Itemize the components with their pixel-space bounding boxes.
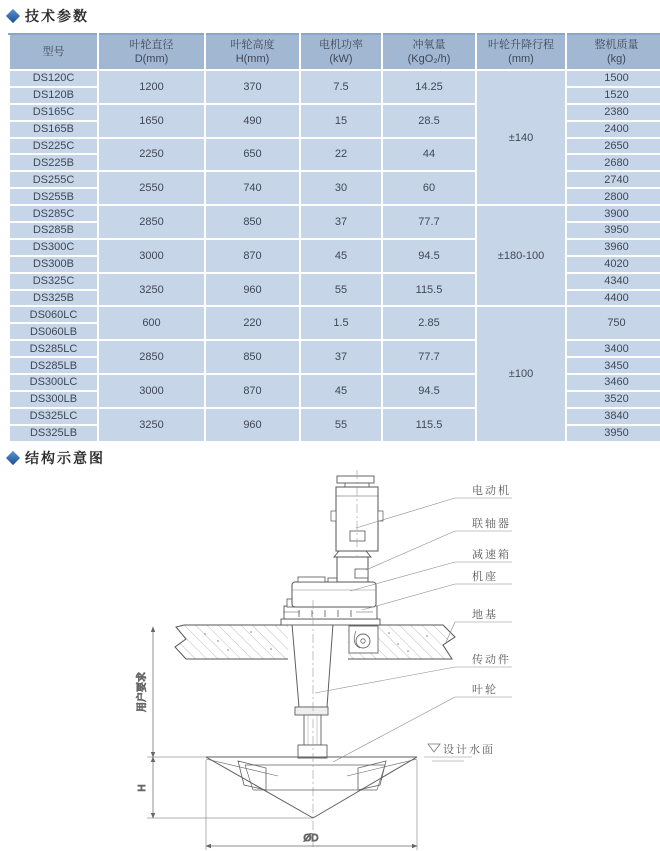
weight-cell: 3400 <box>566 340 660 357</box>
column-header: 整机质量 (kg) <box>566 34 660 70</box>
oxygen-cell: 94.5 <box>382 374 476 408</box>
diameter-cell: 3250 <box>98 273 205 307</box>
diameter-cell: 2250 <box>98 138 205 172</box>
weight-cell: 3460 <box>566 374 660 391</box>
specs-table <box>8 33 660 443</box>
power-cell: 7.5 <box>300 70 382 104</box>
power-cell: 45 <box>300 374 382 408</box>
weight-cell: 4340 <box>566 273 660 290</box>
oxygen-cell: 115.5 <box>382 408 476 442</box>
weight-cell: 3520 <box>566 391 660 408</box>
stroke-cell: ±100 <box>476 306 566 441</box>
motor-nameplate <box>350 531 365 541</box>
impeller <box>206 757 417 818</box>
diameter-cell: 1650 <box>98 104 205 138</box>
height-cell: 850 <box>205 205 300 239</box>
base-flange <box>281 619 380 625</box>
model-cell: DS300LC <box>9 374 98 391</box>
oxygen-cell: 2.85 <box>382 306 476 340</box>
weight-cell: 3960 <box>566 239 660 256</box>
model-cell: DS285LB <box>9 357 98 374</box>
oxygen-cell: 60 <box>382 171 476 205</box>
dim-impeller-diameter: ØD <box>303 833 319 844</box>
oxygen-cell: 44 <box>382 138 476 172</box>
motor-cap <box>337 476 374 483</box>
dim-user-requirement: 用户要求 <box>137 672 148 712</box>
model-cell: DS060LB <box>9 323 98 340</box>
weight-cell: 2800 <box>566 188 660 205</box>
anchor-pocket <box>349 626 378 653</box>
model-cell: DS255B <box>9 188 98 205</box>
height-cell: 740 <box>205 171 300 205</box>
oxygen-cell: 77.7 <box>382 205 476 239</box>
weight-cell: 2380 <box>566 104 660 121</box>
model-cell: DS300LB <box>9 391 98 408</box>
power-cell: 1.5 <box>300 306 382 340</box>
model-cell: DS120B <box>9 87 98 104</box>
bearing-collar <box>295 707 328 715</box>
model-cell: DS325LB <box>9 425 98 442</box>
model-cell: DS325B <box>9 290 98 307</box>
label-foundation: 地基 <box>472 609 498 621</box>
structure-diagram <box>0 460 660 851</box>
model-cell: DS300C <box>9 239 98 256</box>
diameter-cell: 3250 <box>98 408 205 442</box>
weight-cell: 3900 <box>566 205 660 222</box>
specs-table-body <box>9 70 660 442</box>
model-cell: DS285LC <box>9 340 98 357</box>
label-motor: 电动机 <box>472 485 511 497</box>
column-header: 电机功率 (kW) <box>300 34 382 70</box>
params-title-text: 技术参数 <box>25 8 89 24</box>
label-impeller: 叶轮 <box>472 684 498 696</box>
model-cell: DS060LC <box>9 306 98 323</box>
model-cell: DS225B <box>9 154 98 171</box>
oxygen-cell: 115.5 <box>382 273 476 307</box>
stroke-cell: ±180-100 <box>476 205 566 306</box>
oxygen-cell: 28.5 <box>382 104 476 138</box>
weight-cell: 3950 <box>566 222 660 239</box>
dimensions <box>135 627 417 850</box>
height-cell: 220 <box>205 306 300 340</box>
diameter-cell: 600 <box>98 306 205 340</box>
power-cell: 30 <box>300 171 382 205</box>
shaft-hub <box>298 745 327 758</box>
label-coupling: 联轴器 <box>472 518 511 530</box>
stroke-cell: ±140 <box>476 70 566 205</box>
oxygen-cell: 14.25 <box>382 70 476 104</box>
power-cell: 15 <box>300 104 382 138</box>
oxygen-cell: 94.5 <box>382 239 476 273</box>
power-cell: 37 <box>300 340 382 374</box>
weight-cell: 2400 <box>566 121 660 138</box>
weight-cell: 4400 <box>566 290 660 307</box>
dim-impeller-height: H <box>137 784 148 792</box>
diagram-title-text: 结构示意图 <box>25 450 105 466</box>
params-section-title <box>8 6 89 26</box>
diameter-cell: 2850 <box>98 205 205 239</box>
model-cell: DS120C <box>9 70 98 87</box>
height-cell: 850 <box>205 340 300 374</box>
weight-cell: 3950 <box>566 425 660 442</box>
height-cell: 960 <box>205 408 300 442</box>
weight-cell: 2680 <box>566 154 660 171</box>
label-gearbox: 减速箱 <box>472 549 511 561</box>
weight-cell: 1500 <box>566 70 660 87</box>
draft-cone <box>292 624 333 707</box>
water-surface-label: 设计水面 <box>443 744 495 756</box>
table-row <box>9 205 660 222</box>
drive-shaft <box>304 715 321 745</box>
base-plate <box>284 606 377 619</box>
weight-cell: 3450 <box>566 357 660 374</box>
specs-table-head <box>9 34 660 70</box>
diamond-icon <box>6 9 20 23</box>
weight-cell: 750 <box>566 306 660 340</box>
model-cell: DS285B <box>9 222 98 239</box>
diameter-cell: 3000 <box>98 374 205 408</box>
model-cell: DS225C <box>9 138 98 155</box>
height-cell: 370 <box>205 70 300 104</box>
diameter-cell: 2850 <box>98 340 205 374</box>
coupling <box>337 557 368 582</box>
column-header: 型号 <box>9 34 98 70</box>
power-cell: 55 <box>300 273 382 307</box>
height-cell: 490 <box>205 104 300 138</box>
power-cell: 55 <box>300 408 382 442</box>
model-cell: DS165C <box>9 104 98 121</box>
height-cell: 650 <box>205 138 300 172</box>
model-cell: DS300B <box>9 256 98 273</box>
oxygen-cell: 77.7 <box>382 340 476 374</box>
model-cell: DS325LC <box>9 408 98 425</box>
model-cell: DS325C <box>9 273 98 290</box>
weight-cell: 3840 <box>566 408 660 425</box>
weight-cell: 1520 <box>566 87 660 104</box>
column-header: 冲氧量 (KgO₂/h) <box>382 34 476 70</box>
diameter-cell: 2550 <box>98 171 205 205</box>
model-cell: DS165B <box>9 121 98 138</box>
label-transmission: 传动件 <box>472 654 511 666</box>
power-cell: 45 <box>300 239 382 273</box>
diameter-cell: 1200 <box>98 70 205 104</box>
table-row <box>9 70 660 87</box>
power-cell: 22 <box>300 138 382 172</box>
model-cell: DS255C <box>9 171 98 188</box>
weight-cell: 2740 <box>566 171 660 188</box>
column-header: 叶轮直径 D(mm) <box>98 34 205 70</box>
weight-cell: 2650 <box>566 138 660 155</box>
power-cell: 37 <box>300 205 382 239</box>
column-header: 叶轮高度 H(mm) <box>205 34 300 70</box>
model-cell: DS285C <box>9 205 98 222</box>
label-base: 机座 <box>472 571 498 583</box>
diameter-cell: 3000 <box>98 239 205 273</box>
water-surface-mark <box>424 742 495 761</box>
height-cell: 870 <box>205 239 300 273</box>
height-cell: 960 <box>205 273 300 307</box>
height-cell: 870 <box>205 374 300 408</box>
column-header: 叶轮升降行程 (mm) <box>476 34 566 70</box>
table-row <box>9 306 660 323</box>
weight-cell: 4020 <box>566 256 660 273</box>
